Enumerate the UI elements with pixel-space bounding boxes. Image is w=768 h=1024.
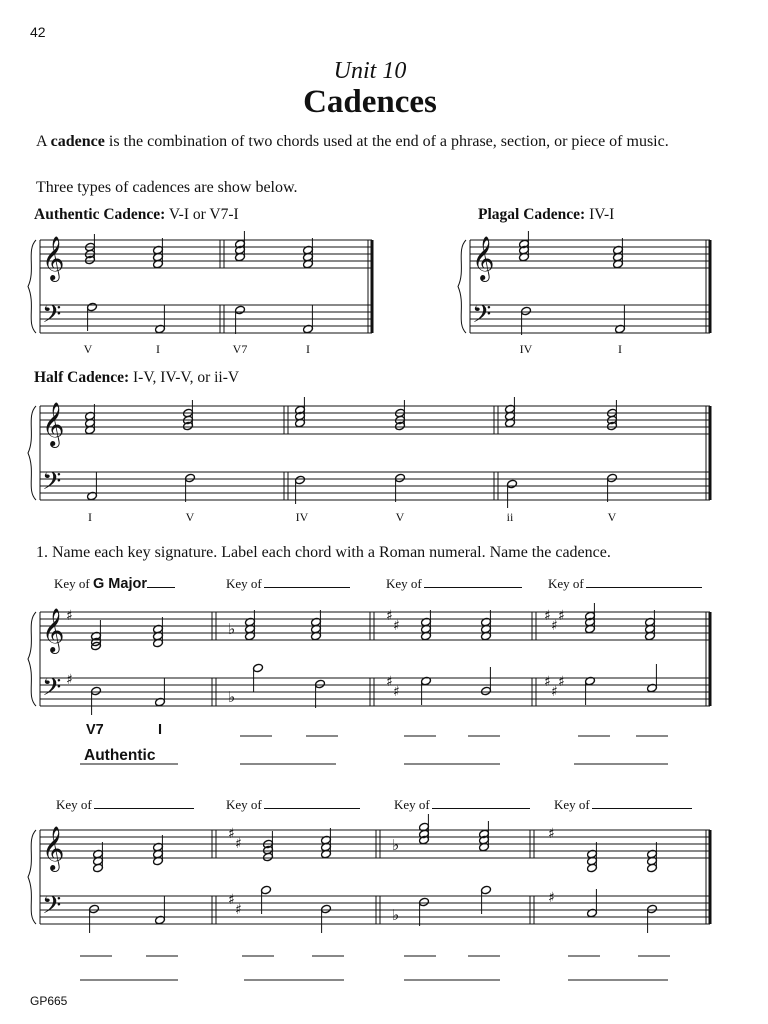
sharp-sign: ♯	[235, 902, 242, 918]
bass-clef: 𝄢	[42, 467, 62, 502]
flat-sign: ♭	[228, 688, 236, 706]
bass-clef: 𝄢	[42, 673, 62, 708]
treble-clef: 𝄞	[472, 236, 495, 280]
plagal-value: IV-I	[585, 206, 615, 223]
roman-numeral: IV	[519, 342, 533, 356]
cadence-term: cadence	[50, 133, 105, 150]
sharp-sign: ♯	[228, 892, 235, 908]
roman-numeral: V	[185, 510, 195, 524]
half-note-head	[315, 679, 326, 689]
key-of-prefix: Key of	[54, 576, 90, 591]
sharp-sign: ♯	[544, 674, 551, 690]
key-of-prefix: Key of	[226, 797, 262, 812]
sharp-sign: ♯	[544, 608, 551, 624]
sharp-sign: ♯	[393, 618, 400, 634]
authentic-value: V-I or V7-I	[165, 206, 239, 223]
roman-numeral: V	[607, 510, 617, 524]
brace	[458, 240, 466, 333]
roman-numeral: V7	[232, 342, 248, 356]
half-note-head	[507, 479, 518, 489]
half-note-head	[89, 904, 100, 914]
treble-clef: 𝄞	[42, 826, 65, 870]
roman-numeral: I	[156, 342, 160, 356]
key-of-prefix: Key of	[386, 576, 422, 591]
treble-clef: 𝄞	[42, 402, 65, 446]
half-note-head	[235, 305, 246, 315]
brace	[28, 830, 36, 924]
sharp-sign: ♯	[386, 608, 393, 624]
answer-chord: I	[158, 722, 163, 738]
sharp-sign: ♯	[558, 608, 565, 624]
key-of-prefix: Key of	[226, 576, 262, 591]
half-note-head	[481, 686, 492, 696]
sharp-sign: ♯	[393, 684, 400, 700]
key-of-prefix: Key of	[554, 797, 590, 812]
sharp-sign: ♯	[551, 618, 558, 634]
roman-numeral: I	[618, 342, 622, 356]
treble-clef: 𝄞	[42, 236, 65, 280]
flat-sign: ♭	[228, 620, 236, 638]
roman-numeral: I	[306, 342, 310, 356]
intro-paragraph-2: Three types of cadences are show below.	[36, 179, 298, 196]
key-of-prefix: Key of	[548, 576, 584, 591]
roman-numeral: I	[88, 510, 92, 524]
flat-sign: ♭	[392, 836, 400, 854]
intro-text-post: is the combination of two chords used at the end of a phrase, section, or piece of music.	[104, 133, 669, 150]
unit-title: Unit 10	[333, 58, 407, 84]
sharp-sign: ♯	[66, 608, 73, 624]
half-note-head	[253, 663, 264, 673]
sharp-sign: ♯	[228, 826, 235, 842]
answer-key-text: G Major	[93, 576, 147, 592]
half-note-head	[647, 904, 658, 914]
half-note-head	[521, 306, 532, 316]
bass-clef: 𝄢	[42, 300, 62, 335]
sharp-sign: ♯	[558, 674, 565, 690]
half-note-head	[295, 475, 306, 485]
answer-chord: V7	[86, 722, 104, 738]
half-label: Half Cadence:	[34, 369, 130, 386]
brace	[28, 240, 36, 333]
plagal-label: Plagal Cadence:	[478, 206, 586, 223]
half-note-head	[87, 302, 98, 312]
sharp-sign: ♯	[235, 836, 242, 852]
roman-numeral: V	[395, 510, 405, 524]
half-note-head	[419, 897, 430, 907]
exercise-instruction: 1. Name each key signature. Label each chord with a Roman numeral. Name the cadence.	[36, 544, 611, 561]
half-note-head	[185, 473, 196, 483]
sharp-sign: ♯	[548, 826, 555, 842]
brace	[28, 612, 36, 706]
sharp-sign: ♯	[386, 674, 393, 690]
roman-numeral: ii	[506, 510, 514, 524]
half-note-head	[261, 885, 272, 895]
authentic-label: Authentic Cadence:	[34, 206, 166, 223]
half-value: I-V, IV-V, or ii-V	[129, 369, 240, 386]
page-title: Cadences	[303, 84, 437, 120]
sharp-sign: ♯	[66, 672, 73, 688]
key-of-prefix: Key of	[56, 797, 92, 812]
bass-clef: 𝄢	[42, 891, 62, 926]
intro-text-pre: A	[36, 133, 51, 150]
brace	[28, 406, 36, 500]
roman-numeral: V	[83, 342, 93, 356]
key-of-prefix: Key of	[394, 797, 430, 812]
footer-code: GP665	[30, 994, 68, 1008]
answer-cadence: Authentic	[84, 747, 156, 764]
half-note-head	[91, 686, 102, 696]
bass-clef: 𝄢	[472, 300, 492, 335]
roman-numeral: IV	[295, 510, 309, 524]
half-note-head	[607, 473, 618, 483]
half-note-head	[321, 904, 332, 914]
half-note-head	[395, 473, 406, 483]
sharp-sign: ♯	[551, 684, 558, 700]
flat-sign: ♭	[392, 906, 400, 924]
sharp-sign: ♯	[548, 890, 555, 906]
treble-clef: 𝄞	[42, 608, 65, 652]
page-number: 42	[30, 24, 46, 40]
half-note-head	[481, 885, 492, 895]
